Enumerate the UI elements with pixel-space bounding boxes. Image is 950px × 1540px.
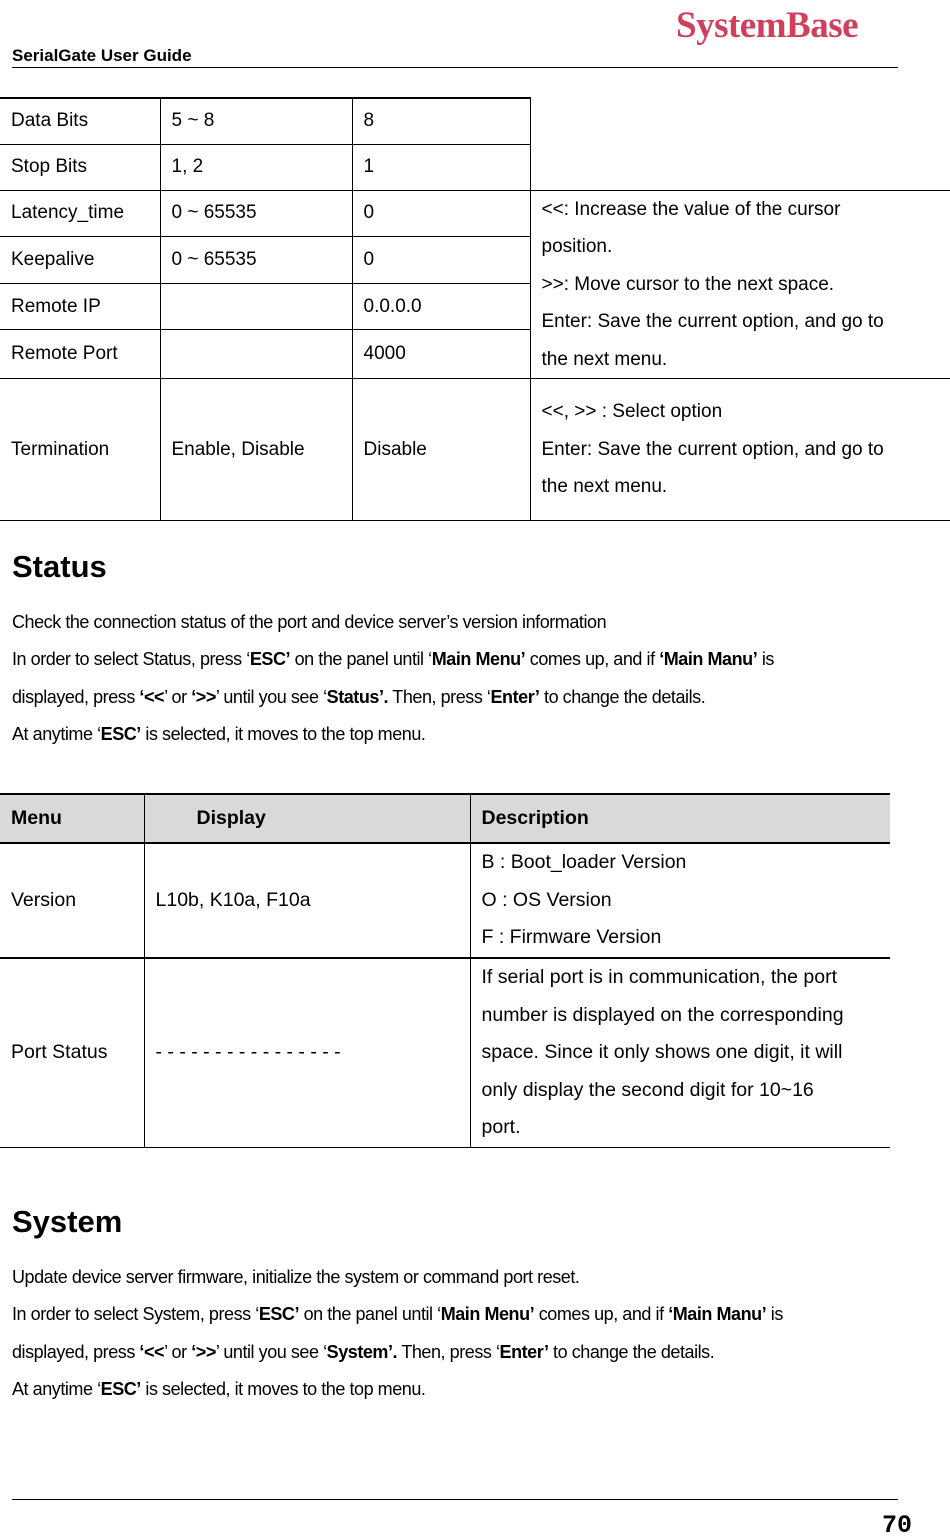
system-paragraph xyxy=(12,1259,932,1409)
default-cell: 4000 xyxy=(352,330,530,379)
default-cell: Disable xyxy=(352,379,530,521)
range-cell: 0 ~ 65535 xyxy=(160,237,352,284)
display-cell: - - - - - - - - - - - - - - - - xyxy=(144,958,470,1147)
default-cell: 0.0.0.0 xyxy=(352,283,530,330)
menu-cell: Remote IP xyxy=(0,283,160,330)
status-table xyxy=(0,793,890,1148)
status-intro: Check the connection status of the port and device server’s version information xyxy=(12,604,932,641)
menu-cell: Remote Port xyxy=(0,330,160,379)
menu-cell: Termination xyxy=(0,379,160,521)
settings-table xyxy=(0,97,950,521)
table-row xyxy=(0,843,890,958)
status-instruction-line: In order to select Status, press ‘ESC’ on the panel until ‘Main Menu’ comes up, and if ‘Main Manu’ is xyxy=(12,641,932,678)
default-cell: 8 xyxy=(352,98,530,144)
system-instruction-line: displayed, press ‘<<’ or ‘>>’ until you see ‘System’. Then, press ‘Enter’ to change the details. xyxy=(12,1334,932,1371)
description-header: Description xyxy=(470,794,890,843)
range-cell: 1, 2 xyxy=(160,144,352,190)
table-row xyxy=(0,379,950,521)
description-line: Enter: Save the current option, and go to xyxy=(542,431,950,469)
status-heading: Status xyxy=(12,549,107,585)
description-cell xyxy=(530,190,950,379)
table-row xyxy=(0,144,950,190)
system-intro: Update device server firmware, initialize the system or command port reset. xyxy=(12,1259,932,1296)
description-line: <<: Increase the value of the cursor xyxy=(542,191,950,229)
range-cell: 5 ~ 8 xyxy=(160,98,352,144)
table-header-row xyxy=(0,794,890,843)
description-line: If serial port is in communication, the port xyxy=(482,959,891,997)
description-line: the next menu. xyxy=(542,341,950,379)
menu-cell: Port Status xyxy=(0,958,144,1147)
menu-cell: Stop Bits xyxy=(0,144,160,190)
table-row xyxy=(0,190,950,237)
description-line: >>: Move cursor to the next space. xyxy=(542,266,950,304)
menu-cell: Keepalive xyxy=(0,237,160,284)
menu-cell: Latency_time xyxy=(0,190,160,237)
menu-cell: Data Bits xyxy=(0,98,160,144)
header-divider xyxy=(12,67,898,68)
logo-text: SystemBase xyxy=(676,5,858,46)
display-cell: L10b, K10a, F10a xyxy=(144,843,470,958)
table-row xyxy=(0,98,950,144)
description-line: O : OS Version xyxy=(482,882,891,920)
display-header: Display xyxy=(144,794,470,843)
description-cell xyxy=(470,843,890,958)
range-cell xyxy=(160,283,352,330)
description-line: F : Firmware Version xyxy=(482,919,891,957)
default-cell: 0 xyxy=(352,237,530,284)
company-logo xyxy=(676,4,858,47)
description-line: port. xyxy=(482,1109,891,1147)
document-title: SerialGate User Guide xyxy=(12,46,192,66)
description-line: Enter: Save the current option, and go to xyxy=(542,303,950,341)
description-line: space. Since it only shows one digit, it will xyxy=(482,1034,891,1072)
menu-cell: Version xyxy=(0,843,144,958)
system-instruction-line: At anytime ‘ESC’ is selected, it moves to the top menu. xyxy=(12,1371,932,1408)
default-cell: 0 xyxy=(352,190,530,237)
description-line: B : Boot_loader Version xyxy=(482,844,891,882)
system-heading: System xyxy=(12,1204,122,1240)
status-paragraph xyxy=(12,604,932,754)
page-number: 70 xyxy=(882,1511,912,1540)
table-row xyxy=(0,958,890,1147)
description-line: <<, >> : Select option xyxy=(542,393,950,431)
range-cell xyxy=(160,330,352,379)
range-cell: Enable, Disable xyxy=(160,379,352,521)
status-instruction-line: At anytime ‘ESC’ is selected, it moves to the top menu. xyxy=(12,716,932,753)
status-instruction-line: displayed, press ‘<<’ or ‘>>’ until you see ‘Status’. Then, press ‘Enter’ to change the details. xyxy=(12,679,932,716)
description-cell xyxy=(470,958,890,1147)
range-cell: 0 ~ 65535 xyxy=(160,190,352,237)
default-cell: 1 xyxy=(352,144,530,190)
description-line: the next menu. xyxy=(542,468,950,506)
footer-divider xyxy=(12,1499,898,1500)
description-line: only display the second digit for 10~16 xyxy=(482,1072,891,1110)
description-cell xyxy=(530,379,950,521)
menu-header: Menu xyxy=(0,794,144,843)
description-line: number is displayed on the corresponding xyxy=(482,997,891,1035)
system-instruction-line: In order to select System, press ‘ESC’ on the panel until ‘Main Menu’ comes up, and if ‘Main Manu’ is xyxy=(12,1296,932,1333)
description-line: position. xyxy=(542,228,950,266)
